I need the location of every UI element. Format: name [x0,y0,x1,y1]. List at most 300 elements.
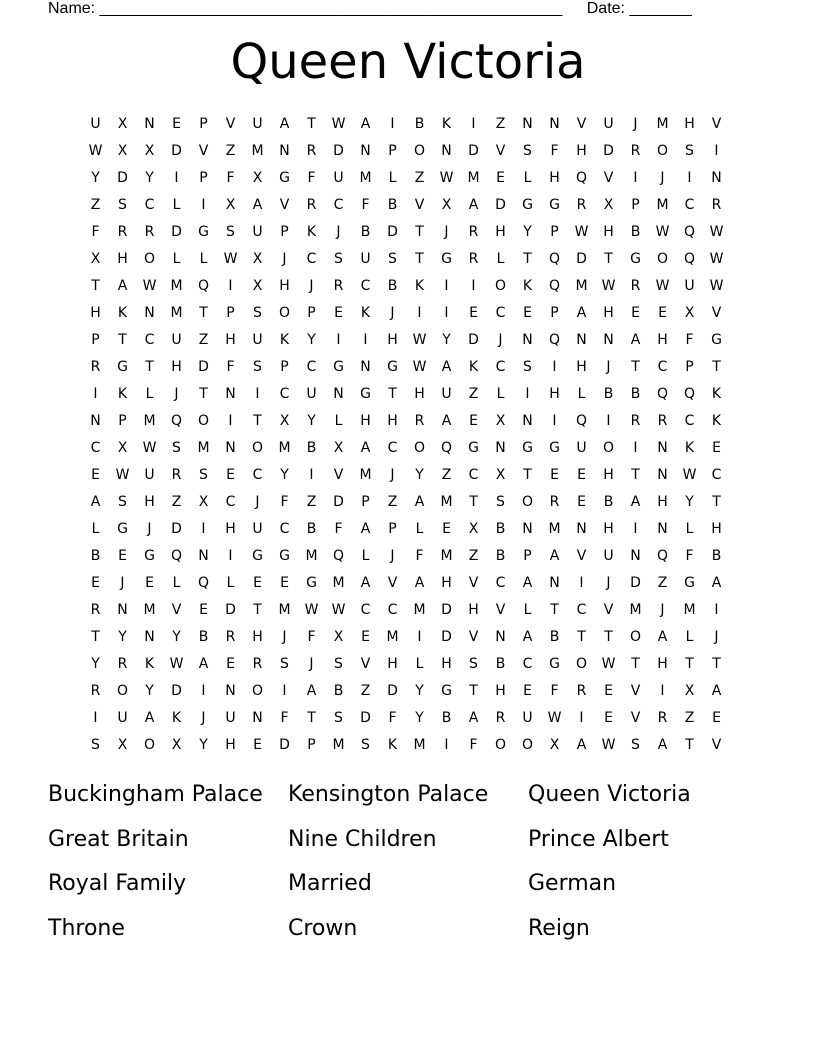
grid-letter: A [117,278,128,294]
grid-letter: L [685,629,694,645]
grid-letter: U [252,224,263,240]
grid-letter: N [711,170,722,186]
grid-letter: Q [683,251,696,267]
grid-letter: H [657,494,668,510]
grid-letter: T [550,602,559,618]
grid-letter: X [252,278,263,294]
grid-letter: T [523,467,532,483]
grid-letter: Z [441,467,452,483]
grid-letter: J [282,629,287,645]
grid-letter: R [495,710,506,726]
grid-letter: W [655,224,670,240]
grid-letter: P [361,494,370,510]
grid-letter: H [468,602,479,618]
grid-letter: P [307,737,316,753]
grid-letter: V [576,548,587,564]
grid-letter: B [441,710,452,726]
grid-letter: V [333,467,344,483]
grid-letter: L [523,602,532,618]
grid-letter: R [117,656,128,672]
grid-letter: G [441,683,452,699]
grid-letter: E [523,683,532,699]
grid-letter: H [576,143,587,159]
grid-letter: Y [685,494,694,510]
grid-letter: A [198,656,209,672]
grid-letter: G [279,548,290,564]
grid-letter: U [684,278,695,294]
grid-row [82,246,732,273]
grid-letter: Q [197,575,210,591]
grid-letter: N [657,521,668,537]
grid-letter: N [495,440,506,456]
grid-letter: Z [225,143,236,159]
grid-letter: W [304,602,319,618]
grid-letter: H [90,305,101,321]
grid-row [82,651,732,678]
grid-letter: T [604,629,613,645]
grid-letter: A [522,629,533,645]
grid-letter: I [471,278,476,294]
grid-letter: N [225,386,236,402]
grid-letter: W [142,278,157,294]
grid-row [82,435,732,462]
grid-letter: C [360,278,371,294]
grid-letter: Q [440,440,453,456]
grid-letter: U [306,386,317,402]
grid-letter: R [171,467,182,483]
grid-letter: B [495,548,506,564]
grid-letter: A [657,629,668,645]
grid-letter: Y [415,683,424,699]
grid-letter: C [387,602,398,618]
grid-letter: I [228,278,233,294]
grid-letter: T [631,467,640,483]
grid-letter: I [633,521,638,537]
grid-letter: I [444,278,449,294]
grid-letter: Z [684,710,695,726]
grid-letter: I [714,602,719,618]
grid-letter: I [444,737,449,753]
grid-letter: T [253,413,262,429]
grid-letter: K [711,386,722,402]
grid-letter: A [252,197,263,213]
grid-letter: K [441,116,452,132]
word-list-item: Reign [528,915,590,941]
grid-letter: S [118,494,127,510]
grid-letter: Y [523,224,532,240]
grid-letter: B [333,683,344,699]
grid-letter: J [201,710,206,726]
grid-letter: Z [90,197,101,213]
grid-letter: S [388,251,397,267]
grid-letter: X [684,305,695,321]
grid-row [82,462,732,489]
grid-letter: O [575,656,588,672]
grid-letter: R [144,224,155,240]
grid-letter: T [712,494,721,510]
grid-letter: H [117,251,128,267]
grid-letter: G [387,359,398,375]
grid-letter: A [468,710,479,726]
grid-letter: T [253,602,262,618]
grid-letter: G [117,521,128,537]
grid-letter: A [549,548,560,564]
grid-letter: R [549,494,560,510]
grid-letter: R [225,629,236,645]
grid-letter: K [414,278,425,294]
grid-letter: E [631,305,640,321]
grid-letter: N [495,629,506,645]
grid-letter: P [226,305,235,321]
grid-letter: M [197,440,210,456]
grid-letter: R [306,197,317,213]
grid-letter: W [547,710,562,726]
grid-letter: S [199,467,208,483]
grid-letter: D [171,683,182,699]
grid-letter: J [336,224,341,240]
grid-letter: E [442,521,451,537]
grid-letter: W [601,737,616,753]
grid-letter: H [441,575,452,591]
grid-letter: O [521,737,534,753]
grid-letter: O [521,494,534,510]
grid-letter: E [145,575,154,591]
grid-letter: P [523,548,532,564]
grid-letter: N [522,116,533,132]
grid-letter: A [711,683,722,699]
grid-letter: L [496,386,505,402]
grid-letter: C [360,602,371,618]
grid-letter: F [280,494,289,510]
grid-letter: O [494,737,507,753]
word-list-row [48,865,768,910]
grid-letter: H [657,332,668,348]
grid-letter: C [657,359,668,375]
grid-letter: B [603,386,614,402]
grid-letter: I [309,467,314,483]
grid-letter: X [171,737,182,753]
grid-letter: G [306,575,317,591]
grid-letter: Q [332,548,345,564]
grid-letter: G [468,440,479,456]
grid-letter: B [387,278,398,294]
grid-letter: E [550,467,559,483]
grid-letter: A [630,494,641,510]
grid-letter: O [251,683,264,699]
grid-letter: H [495,224,506,240]
grid-letter: I [201,683,206,699]
grid-letter: I [93,710,98,726]
grid-letter: V [711,737,722,753]
grid-letter: G [549,197,560,213]
grid-letter: O [116,683,129,699]
grid-letter: X [117,143,128,159]
grid-letter: J [120,575,125,591]
grid-letter: J [498,332,503,348]
grid-letter: C [144,197,155,213]
grid-letter: E [577,467,586,483]
grid-letter: N [333,386,344,402]
grid-letter: W [655,278,670,294]
grid-letter: S [523,143,532,159]
grid-letter: V [711,305,722,321]
grid-letter: B [306,440,317,456]
grid-letter: A [657,737,668,753]
grid-letter: L [145,386,154,402]
grid-letter: I [417,305,422,321]
grid-letter: D [279,737,290,753]
grid-letter: H [603,521,614,537]
grid-letter: D [198,359,209,375]
grid-letter: O [143,251,156,267]
grid-letter: A [90,494,101,510]
grid-letter: D [171,224,182,240]
letter-grid [82,111,732,759]
grid-letter: R [630,278,641,294]
grid-letter: V [198,143,209,159]
grid-letter: U [90,116,101,132]
grid-letter: O [656,143,669,159]
grid-letter: R [657,413,668,429]
grid-letter: O [629,629,642,645]
grid-letter: Y [118,629,127,645]
grid-letter: E [469,413,478,429]
grid-letter: G [144,548,155,564]
grid-letter: W [709,251,724,267]
grid-row [82,192,732,219]
grid-letter: Q [575,170,588,186]
grid-letter: L [172,251,181,267]
grid-letter: G [360,386,371,402]
grid-letter: R [333,278,344,294]
grid-letter: W [331,116,346,132]
grid-letter: M [548,521,561,537]
grid-row [82,678,732,705]
grid-letter: X [90,251,101,267]
grid-letter: H [360,413,371,429]
grid-letter: V [225,116,236,132]
grid-letter: Q [548,251,561,267]
grid-letter: E [469,305,478,321]
grid-letter: V [468,629,479,645]
grid-letter: Q [548,332,561,348]
grid-letter: N [279,143,290,159]
grid-row [82,732,732,759]
grid-letter: J [390,548,395,564]
grid-letter: Z [387,494,398,510]
grid-letter: L [415,521,424,537]
grid-letter: X [252,251,263,267]
grid-letter: T [145,359,154,375]
grid-letter: L [91,521,100,537]
grid-letter: R [630,143,641,159]
word-list-row [48,776,768,821]
grid-letter: U [360,251,371,267]
grid-letter: L [415,656,424,672]
grid-letter: A [468,197,479,213]
grid-letter: A [522,575,533,591]
grid-letter: F [226,359,235,375]
word-list-item: Married [288,871,372,896]
grid-row [82,408,732,435]
grid-letter: J [606,359,611,375]
grid-letter: I [606,413,611,429]
grid-letter: M [629,602,642,618]
grid-letter: H [657,656,668,672]
grid-letter: P [685,359,694,375]
grid-letter: K [522,278,533,294]
grid-letter: V [630,710,641,726]
grid-letter: L [199,251,208,267]
grid-letter: F [388,710,397,726]
grid-letter: B [630,224,641,240]
grid-letter: H [549,170,560,186]
grid-letter: Q [656,386,669,402]
grid-letter: B [198,629,209,645]
grid-letter: J [660,170,665,186]
grid-letter: Y [415,467,424,483]
grid-row [82,516,732,543]
grid-letter: E [199,602,208,618]
grid-letter: V [603,170,614,186]
grid-letter: R [468,224,479,240]
grid-letter: O [656,251,669,267]
grid-letter: L [226,575,235,591]
grid-letter: N [657,467,668,483]
grid-letter: F [469,737,478,753]
grid-letter: C [144,332,155,348]
grid-letter: N [549,116,560,132]
grid-letter: A [306,683,317,699]
grid-letter: A [360,440,371,456]
grid-letter: Q [197,278,210,294]
grid-letter: K [711,413,722,429]
grid-letter: T [415,224,424,240]
grid-letter: V [387,575,398,591]
grid-letter: C [306,251,317,267]
grid-letter: C [225,494,236,510]
grid-letter: E [658,305,667,321]
grid-letter: V [576,116,587,132]
grid-letter: I [93,386,98,402]
grid-letter: H [603,305,614,321]
word-list-item: Royal Family [48,871,187,896]
grid-letter: N [522,521,533,537]
grid-letter: P [199,170,208,186]
grid-letter: U [252,332,263,348]
grid-letter: C [306,359,317,375]
grid-letter: J [606,575,611,591]
grid-letter: E [496,170,505,186]
word-list-item: Great Britain [48,826,189,852]
grid-letter: Z [414,170,425,186]
grid-row [82,543,732,570]
grid-letter: N [144,116,155,132]
grid-letter: I [471,116,476,132]
grid-letter: S [685,143,694,159]
grid-letter: R [630,413,641,429]
grid-letter: T [604,251,613,267]
grid-letter: W [331,602,346,618]
grid-letter: Q [656,548,669,564]
grid-letter: E [118,548,127,564]
grid-letter: B [306,521,317,537]
grid-letter: Q [548,278,561,294]
grid-letter: G [198,224,209,240]
grid-letter: T [199,386,208,402]
grid-letter: M [170,278,183,294]
grid-letter: T [631,359,640,375]
grid-letter: O [197,413,210,429]
grid-letter: E [253,737,262,753]
grid-letter: J [444,224,449,240]
grid-letter: J [255,494,260,510]
grid-letter: T [469,494,478,510]
grid-letter: H [225,737,236,753]
grid-letter: G [522,440,533,456]
grid-letter: R [657,710,668,726]
grid-letter: D [468,143,479,159]
grid-letter: N [225,683,236,699]
grid-letter: M [305,548,318,564]
grid-letter: W [682,467,697,483]
grid-letter: S [253,359,262,375]
grid-letter: U [252,116,263,132]
grid-letter: T [91,629,100,645]
grid-letter: R [117,224,128,240]
grid-letter: E [334,305,343,321]
grid-letter: E [712,440,721,456]
grid-letter: S [334,656,343,672]
grid-letter: P [307,305,316,321]
grid-letter: V [711,116,722,132]
grid-letter: W [709,278,724,294]
grid-letter: S [361,737,370,753]
grid-letter: H [387,413,398,429]
grid-row [82,300,732,327]
grid-letter: X [117,737,128,753]
grid-letter: W [412,359,427,375]
grid-letter: N [144,629,155,645]
grid-letter: I [282,683,287,699]
grid-letter: C [495,359,506,375]
grid-letter: X [117,116,128,132]
grid-letter: K [468,359,479,375]
grid-letter: E [712,710,721,726]
grid-letter: K [117,305,128,321]
grid-letter: U [333,170,344,186]
grid-letter: D [603,143,614,159]
grid-letter: J [309,656,314,672]
grid-letter: N [90,413,101,429]
grid-letter: W [601,278,616,294]
grid-letter: I [228,548,233,564]
grid-letter: N [360,143,371,159]
grid-letter: K [171,710,182,726]
grid-letter: E [604,710,613,726]
grid-letter: X [495,467,506,483]
grid-letter: F [280,710,289,726]
grid-letter: A [360,116,371,132]
grid-letter: K [117,386,128,402]
grid-letter: I [687,170,692,186]
grid-letter: W [574,224,589,240]
grid-letter: V [468,575,479,591]
grid-letter: H [576,359,587,375]
grid-letter: C [522,656,533,672]
grid-row [82,354,732,381]
grid-letter: C [279,386,290,402]
